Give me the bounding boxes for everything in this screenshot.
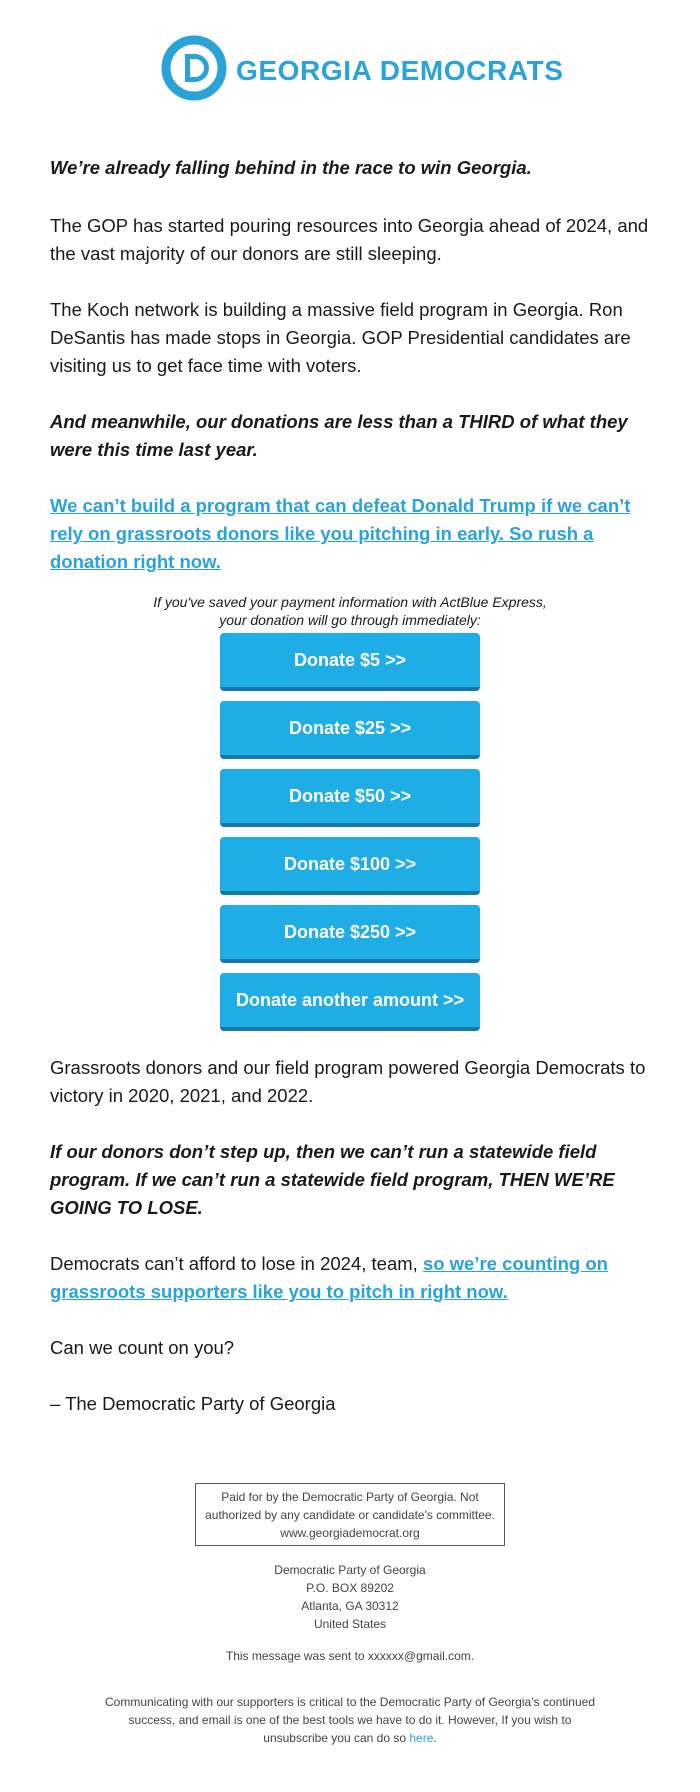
donate-50-button[interactable]: Donate $50 >> bbox=[220, 769, 480, 827]
unsubscribe-line-2: success, and email is one of the best tools we have to do it. However, If you wish to bbox=[128, 1713, 572, 1727]
donate-25-button[interactable]: Donate $25 >> bbox=[220, 701, 480, 759]
donate-250-button[interactable]: Donate $250 >> bbox=[220, 905, 480, 963]
count-on-you-question: Can we count on you? bbox=[50, 1337, 235, 1358]
unsubscribe-line-3 bbox=[80, 1729, 620, 1747]
recipient-email: xxxxxx@gmail.com. bbox=[367, 1649, 475, 1663]
brand-name: GEORGIA DEMOCRATS bbox=[236, 55, 564, 86]
disclaimer-line-2: authorized by any candidate or candidate's committee. bbox=[205, 1508, 495, 1522]
gop-resources-paragraph: The GOP has started pouring resources into Georgia ahead of 2024, and the vast majority of our donors are still sleeping. bbox=[50, 215, 649, 264]
address-line-2: P.O. BOX 89202 bbox=[306, 1581, 394, 1595]
unsubscribe-notice bbox=[80, 1693, 620, 1747]
disclaimer-line-1: Paid for by the Democratic Party of Georgia. Not bbox=[221, 1490, 479, 1504]
donate-other-amount-button[interactable]: Donate another amount >> bbox=[220, 973, 480, 1031]
header bbox=[0, 34, 700, 106]
call-to-action-paragraph bbox=[50, 492, 650, 576]
unsubscribe-suffix: . bbox=[433, 1731, 437, 1745]
georgia-democrats-logo-icon bbox=[160, 34, 228, 102]
signature: – The Democratic Party of Georgia bbox=[50, 1393, 336, 1414]
pitch-in-link[interactable]: so we’re counting on grassroots supporters like you to pitch in right now. bbox=[50, 1253, 608, 1302]
actblue-note bbox=[100, 593, 600, 629]
grassroots-victory-paragraph: Grassroots donors and our field program powered Georgia Democrats to victory in 2020, 2021, and 2022. bbox=[50, 1057, 646, 1106]
counting-on-you-paragraph bbox=[50, 1250, 650, 1306]
donations-third-paragraph: And meanwhile, our donations are less than a THIRD of what they were this time last year. bbox=[50, 411, 628, 460]
koch-network-paragraph: The Koch network is building a massive field program in Georgia. Ron DeSantis has made stops in Georgia. GOP Presidential candidates are visiting us to get face time with voters. bbox=[50, 299, 631, 376]
address-line-1: Democratic Party of Georgia bbox=[274, 1563, 426, 1577]
headline-paragraph: We’re already falling behind in the race to win Georgia. bbox=[50, 157, 532, 178]
donate-100-button[interactable]: Donate $100 >> bbox=[220, 837, 480, 895]
unsubscribe-link[interactable]: here bbox=[409, 1731, 434, 1745]
mailing-address bbox=[80, 1561, 620, 1633]
address-line-4: United States bbox=[313, 1617, 387, 1631]
donate-now-link[interactable]: We can’t build a program that can defeat Donald Trump if we can’t rely on grassroots donors like you pitching in early. So rush a donation right now. bbox=[50, 495, 631, 572]
statewide-field-paragraph: If our donors don’t step up, then we can’t run a statewide field program. If we can’t run a statewide field program, THEN WE’RE GOING TO LOSE. bbox=[50, 1141, 615, 1218]
actblue-note-line-2: your donation will go through immediately: bbox=[219, 612, 481, 628]
disclaimer-website: www.georgiademocrat.org bbox=[280, 1526, 420, 1540]
unsubscribe-line-1: Communicating with our supporters is critical to the Democratic Party of Georgia’s continued bbox=[105, 1695, 595, 1709]
sent-to-notice bbox=[80, 1647, 620, 1665]
donate-5-button[interactable]: Donate $5 >> bbox=[220, 633, 480, 691]
counting-on-you-prefix: Democrats can’t afford to lose in 2024, team, bbox=[50, 1253, 423, 1274]
actblue-note-line-1: If you've saved your payment information with ActBlue Express, bbox=[153, 594, 547, 610]
paid-for-disclaimer bbox=[195, 1483, 505, 1546]
sent-to-prefix: This message was sent to bbox=[225, 1649, 368, 1663]
unsubscribe-prefix: unsubscribe you can do so bbox=[263, 1731, 410, 1745]
address-line-3: Atlanta, GA 30312 bbox=[301, 1599, 399, 1613]
